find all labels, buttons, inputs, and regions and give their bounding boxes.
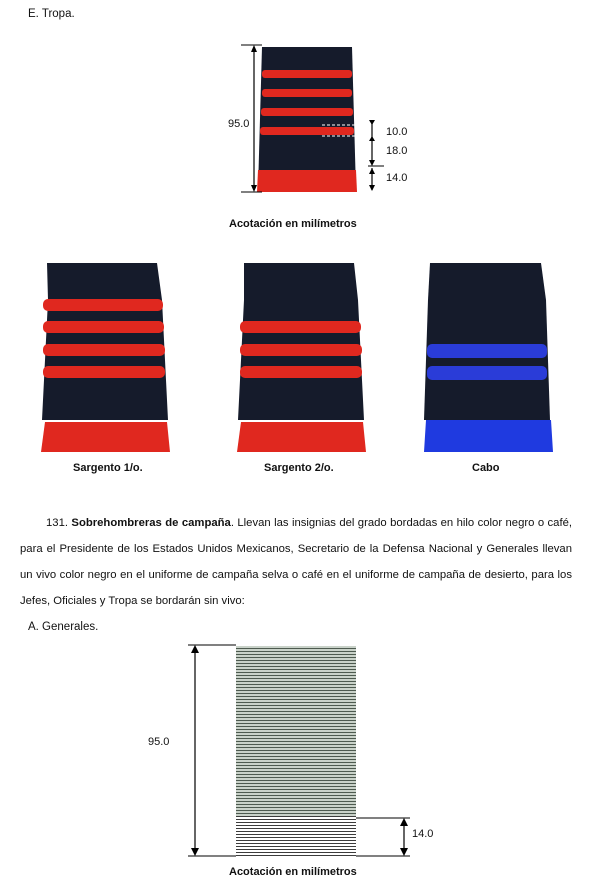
tropa-caption: Acotación en milímetros	[229, 218, 357, 230]
insignia-cabo	[424, 263, 553, 452]
tropa-epaulette	[257, 47, 372, 192]
stripe	[240, 321, 361, 333]
stripe	[427, 344, 547, 358]
tropa-stripe-label: 10.0	[386, 126, 408, 138]
base-band	[237, 422, 366, 452]
stripe	[43, 344, 165, 356]
insignia-label-sargento-1: Sargento 1/o.	[73, 462, 143, 474]
paragraph-title: Sobrehombreras de campaña	[71, 517, 231, 529]
stripe	[43, 299, 163, 311]
paragraph-number: 131.	[46, 517, 68, 529]
stripe	[240, 366, 362, 378]
paragraph-text: . Llevan las insignias del grado bordadas en hilo color negro o café, para el Presidente de los Estados Unidos Mexicanos, Secretario de la Defensa Nacional y Generales llevan un vivo color negro en el uniforme de campaña selva o café en el uniforme de campaña de desierto, para los Jefes, Oficiales y Tropa se bordarán sin vivo:	[20, 517, 573, 607]
generales-height-label: 95.0	[148, 736, 170, 748]
base-band	[41, 422, 170, 452]
generales-height-dimension	[188, 645, 236, 856]
generales-base-dimension	[356, 818, 410, 856]
tropa-base-label: 14.0	[386, 172, 408, 184]
stripe	[240, 344, 362, 356]
tropa-detail-dimensions	[368, 120, 384, 191]
stripe	[427, 366, 547, 380]
stripe	[43, 321, 164, 333]
generales-caption: Acotación en milímetros	[229, 866, 357, 878]
insignia-label-sargento-2: Sargento 2/o.	[264, 462, 334, 474]
generales-base-label: 14.0	[412, 828, 434, 840]
insignia-sargento-2	[237, 263, 366, 452]
base-band	[424, 420, 553, 452]
tropa-height-label: 95.0	[228, 118, 250, 130]
insignia-sargento-1	[41, 263, 170, 452]
section-e-heading: E. Tropa.	[28, 8, 75, 20]
paragraph-131	[20, 510, 572, 614]
generales-epaulette	[236, 646, 356, 856]
stripe	[43, 366, 165, 378]
tropa-gap-label: 18.0	[386, 145, 408, 157]
insignia-label-cabo: Cabo	[472, 462, 500, 474]
section-a-heading: A. Generales.	[28, 621, 99, 633]
